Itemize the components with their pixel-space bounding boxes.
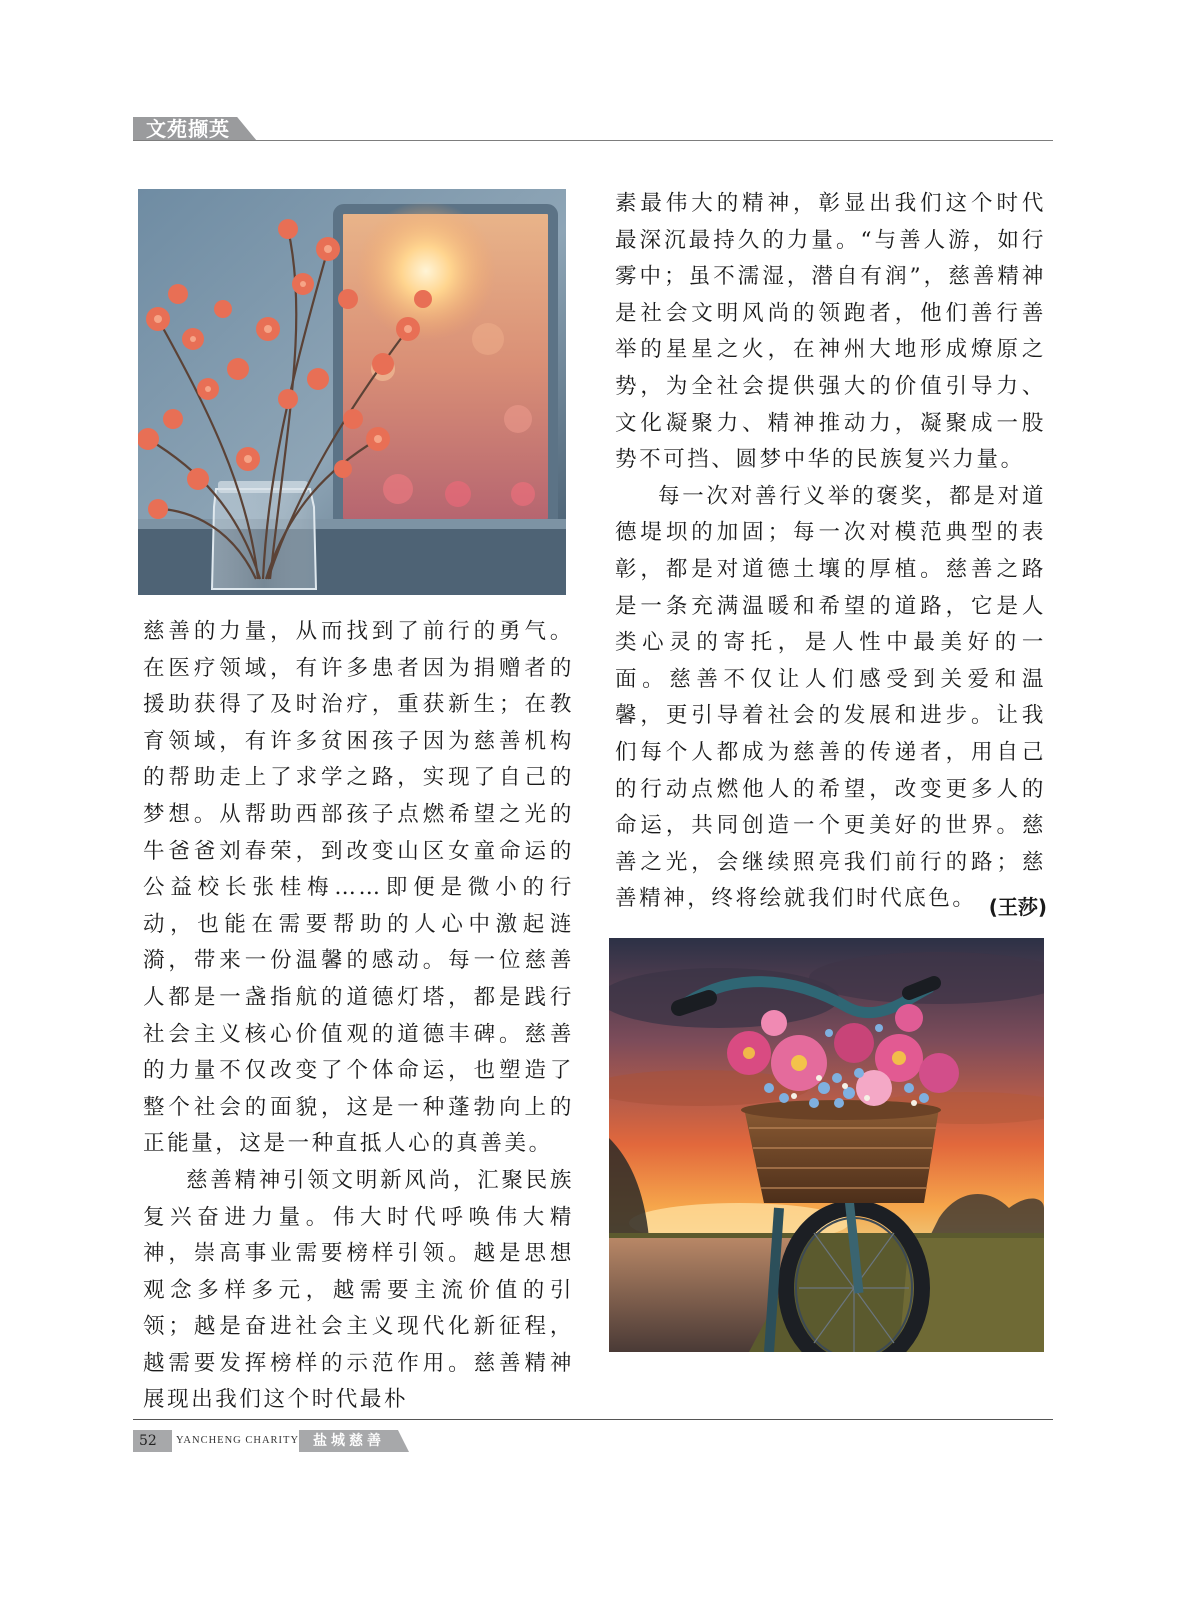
paragraph: 慈善精神引领文明新风尚，汇聚民族复兴奋进力量。伟大时代呼唤伟大精神，崇高事业需要榜样引领。越是思想观念多样多元，越需要主流价值的引领；越是奋进社会主义现代化新征程，越需要发挥榜样的示范作用。慈善精神展现出我们这个时代最朴 [143, 1167, 574, 1413]
header-rule [133, 140, 1053, 141]
article-left-column [143, 614, 574, 1419]
publication-name-en: YANCHENG CHARITY [176, 1435, 300, 1446]
paragraph: 每一次对善行义举的褒奖，都是对道德堤坝的加固；每一次对模范典型的表彰，都是对道德土壤的厚植。慈善之路是一条充满温暖和希望的道路，它是人类心灵的寄托，是人性中最美好的一面。慈善不仅让人们感受到关爱和温馨，更引导着社会的发展和进步。让我们每个人都成为慈善的传递者，用自己的行动点燃他人的希望，改变更多人的命运，共同创造一个更美好的世界。慈善之光，会继续照亮我们前行的路；慈善精神，终将绘就我们时代底色。 [615, 483, 1046, 912]
flowers-in-jar-photo [138, 189, 566, 595]
author-byline: (王莎) [988, 895, 1047, 919]
footer-rule [133, 1419, 1053, 1420]
article-right-column [615, 186, 1046, 918]
paragraph: 慈善的力量，从而找到了前行的勇气。在医疗领域，有许多患者因为捐赠者的援助获得了及时治疗，重获新生；在教育领域，有许多贫困孩子因为慈善机构的帮助走上了求学之路，实现了自己的梦想。从帮助西部孩子点燃希望之光的牛爸爸刘春荣，到改变山区女童命运的公益校长张桂梅……即便是微小的行动，也能在需要帮助的人心中激起涟漪，带来一份温馨的感动。每一位慈善人都是一盏指航的道德灯塔，都是践行社会主义核心价值观的道德丰碑。慈善的力量不仅改变了个体命运，也塑造了整个社会的面貌，这是一种蓬勃向上的正能量，这是一种直抵人心的真善美。 [143, 619, 574, 1157]
paragraph: 素最伟大的精神，彰显出我们这个时代最深沉最持久的力量。“与善人游，如行雾中；虽不濡湿，潜自有润”，慈善精神是社会文明风尚的领跑者，他们善行善举的星星之火，在神州大地形成燎原之势，为全社会提供强大的价值引导力、文化凝聚力、精神推动力，凝聚成一股势不可挡、圆梦中华的民族复兴力量。 [615, 191, 1046, 473]
section-label: 文苑撷英 [146, 117, 230, 141]
page-number: 52 [139, 1433, 157, 1449]
bicycle-flower-basket-photo [609, 938, 1044, 1352]
publication-name-cn: 盐城慈善 [313, 1433, 385, 1449]
